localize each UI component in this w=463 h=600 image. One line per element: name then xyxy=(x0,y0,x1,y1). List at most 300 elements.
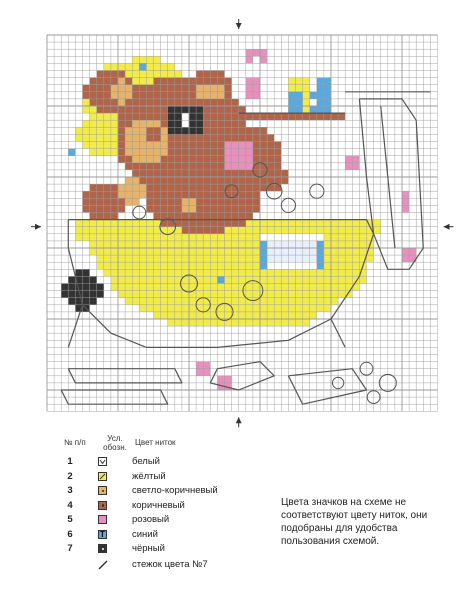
stitch xyxy=(217,71,224,78)
stitch xyxy=(225,262,232,269)
stitch xyxy=(225,255,232,262)
stitch xyxy=(303,113,310,120)
stitch xyxy=(239,106,246,113)
stitch xyxy=(146,134,153,141)
stitch xyxy=(225,198,232,205)
stitch xyxy=(239,248,246,255)
stitch xyxy=(104,120,111,127)
stitch xyxy=(146,71,153,78)
stitch xyxy=(161,191,168,198)
stitch xyxy=(161,142,168,149)
stitch xyxy=(161,71,168,78)
stitch xyxy=(196,163,203,170)
stitch xyxy=(146,248,153,255)
stitch xyxy=(104,205,111,212)
legend-label: светло-коричневый xyxy=(132,485,218,496)
stitch xyxy=(118,134,125,141)
stitch xyxy=(161,156,168,163)
stitch xyxy=(239,312,246,319)
stitch xyxy=(161,120,168,127)
stitch xyxy=(146,298,153,305)
stitch xyxy=(168,71,175,78)
stitch xyxy=(146,291,153,298)
stitch xyxy=(132,106,139,113)
stitch xyxy=(196,255,203,262)
stitch xyxy=(168,291,175,298)
stitch xyxy=(210,120,217,127)
chart-note: Цвета значков на схеме не соответствуют цвету ниток, они подобраны для удобства пользования схемой. xyxy=(281,497,428,547)
stitch xyxy=(104,71,111,78)
stitch xyxy=(225,220,232,227)
legend-label: белый xyxy=(132,456,160,467)
stitch xyxy=(217,234,224,241)
stitch xyxy=(125,134,132,141)
stitch xyxy=(175,170,182,177)
stitch xyxy=(203,312,210,319)
stitch xyxy=(331,113,338,120)
stitch xyxy=(196,71,203,78)
stitch xyxy=(253,127,260,134)
stitch xyxy=(196,113,203,120)
stitch xyxy=(246,149,253,156)
stitch xyxy=(132,269,139,276)
stitch xyxy=(90,149,97,156)
stitch xyxy=(175,241,182,248)
stitch xyxy=(90,227,97,234)
stitch xyxy=(146,262,153,269)
stitch xyxy=(267,156,274,163)
stitch xyxy=(253,319,260,326)
stitch xyxy=(125,163,132,170)
stitch xyxy=(161,248,168,255)
stitch xyxy=(111,284,118,291)
stitch xyxy=(260,255,267,262)
stitch xyxy=(281,262,288,269)
stitch xyxy=(161,149,168,156)
stitch xyxy=(317,284,324,291)
stitch xyxy=(189,149,196,156)
stitch xyxy=(352,227,359,234)
stitch xyxy=(303,319,310,326)
stitch xyxy=(274,305,281,312)
stitch xyxy=(324,99,331,106)
stitch xyxy=(154,170,161,177)
stitch xyxy=(168,127,175,134)
stitch xyxy=(161,99,168,106)
stitch xyxy=(288,298,295,305)
stitch xyxy=(253,312,260,319)
stitch xyxy=(97,127,104,134)
stitch xyxy=(83,92,90,99)
stitch xyxy=(232,99,239,106)
stitch xyxy=(359,241,366,248)
stitch xyxy=(217,184,224,191)
stitch xyxy=(161,291,168,298)
stitch xyxy=(345,163,352,170)
stitch xyxy=(239,319,246,326)
stitch xyxy=(139,99,146,106)
stitch xyxy=(303,262,310,269)
stitch xyxy=(168,241,175,248)
stitch xyxy=(232,170,239,177)
stitch xyxy=(246,78,253,85)
stitch xyxy=(246,127,253,134)
stitch xyxy=(175,234,182,241)
stitch xyxy=(168,191,175,198)
stitch xyxy=(253,106,260,113)
stitch xyxy=(139,170,146,177)
stitch xyxy=(175,134,182,141)
stitch xyxy=(288,284,295,291)
stitch xyxy=(303,298,310,305)
stitch xyxy=(267,284,274,291)
stitch xyxy=(125,255,132,262)
stitch xyxy=(146,99,153,106)
stitch xyxy=(338,276,345,283)
stitch xyxy=(182,227,189,234)
stitch xyxy=(203,156,210,163)
stitch xyxy=(317,78,324,85)
stitch xyxy=(189,227,196,234)
stitch xyxy=(97,113,104,120)
stitch xyxy=(118,248,125,255)
stitch xyxy=(246,234,253,241)
stitch xyxy=(196,149,203,156)
stitch xyxy=(296,113,303,120)
stitch xyxy=(260,312,267,319)
stitch xyxy=(281,291,288,298)
stitch xyxy=(146,241,153,248)
stitch xyxy=(104,85,111,92)
stitch xyxy=(210,248,217,255)
stitch xyxy=(182,156,189,163)
stitch xyxy=(146,127,153,134)
stitch xyxy=(111,213,118,220)
stitch xyxy=(125,142,132,149)
stitch xyxy=(281,312,288,319)
stitch xyxy=(288,78,295,85)
stitch xyxy=(97,92,104,99)
stitch xyxy=(225,127,232,134)
stitch xyxy=(267,170,274,177)
stitch xyxy=(210,291,217,298)
stitch xyxy=(253,85,260,92)
stitch xyxy=(161,276,168,283)
stitch xyxy=(161,92,168,99)
stitch xyxy=(281,255,288,262)
stitch xyxy=(196,142,203,149)
stitch xyxy=(90,291,97,298)
stitch xyxy=(288,234,295,241)
stitch xyxy=(182,134,189,141)
stitch xyxy=(232,163,239,170)
stitch xyxy=(118,284,125,291)
stitch xyxy=(90,106,97,113)
stitch xyxy=(132,71,139,78)
thread-symbol-icon xyxy=(98,472,107,481)
stitch xyxy=(253,255,260,262)
stitch xyxy=(90,213,97,220)
stitch xyxy=(175,291,182,298)
stitch xyxy=(232,284,239,291)
stitch xyxy=(182,220,189,227)
stitch xyxy=(338,220,345,227)
stitch xyxy=(402,198,409,205)
stitch xyxy=(239,220,246,227)
stitch xyxy=(125,120,132,127)
stitch xyxy=(203,113,210,120)
stitch xyxy=(90,298,97,305)
stitch xyxy=(210,71,217,78)
stitch xyxy=(232,241,239,248)
stitch xyxy=(324,262,331,269)
stitch xyxy=(139,305,146,312)
stitch xyxy=(97,99,104,106)
stitch xyxy=(83,234,90,241)
stitch xyxy=(132,92,139,99)
stitch xyxy=(90,120,97,127)
stitch xyxy=(246,177,253,184)
stitch xyxy=(168,149,175,156)
stitch xyxy=(132,56,139,63)
stitch xyxy=(90,184,97,191)
stitch xyxy=(281,113,288,120)
stitch xyxy=(274,220,281,227)
stitch xyxy=(210,170,217,177)
stitch xyxy=(104,113,111,120)
stitch xyxy=(83,99,90,106)
legend-number: 6 xyxy=(67,528,73,540)
stitch xyxy=(281,284,288,291)
stitch xyxy=(324,241,331,248)
stitch xyxy=(189,262,196,269)
stitch xyxy=(317,262,324,269)
stitch xyxy=(338,255,345,262)
stitch xyxy=(203,234,210,241)
stitch xyxy=(274,269,281,276)
stitch xyxy=(132,262,139,269)
stitch xyxy=(232,255,239,262)
stitch xyxy=(196,106,203,113)
stitch xyxy=(111,227,118,234)
stitch xyxy=(409,248,416,255)
stitch xyxy=(168,92,175,99)
stitch xyxy=(210,213,217,220)
stitch xyxy=(288,241,295,248)
stitch xyxy=(217,92,224,99)
thread-symbol-icon xyxy=(98,544,107,553)
stitch xyxy=(161,312,168,319)
stitch xyxy=(146,177,153,184)
stitch xyxy=(246,113,253,120)
stitch xyxy=(83,85,90,92)
stitch xyxy=(324,113,331,120)
stitch xyxy=(182,99,189,106)
stitch xyxy=(175,156,182,163)
stitch xyxy=(232,156,239,163)
stitch xyxy=(239,163,246,170)
stitch xyxy=(225,113,232,120)
stitch xyxy=(203,120,210,127)
stitch xyxy=(338,227,345,234)
stitch xyxy=(225,177,232,184)
stitch xyxy=(267,305,274,312)
stitch xyxy=(331,234,338,241)
stitch xyxy=(146,276,153,283)
stitch xyxy=(345,255,352,262)
stitch xyxy=(182,113,189,120)
stitch xyxy=(232,142,239,149)
stitch xyxy=(118,71,125,78)
stitch xyxy=(225,291,232,298)
stitch xyxy=(260,49,267,56)
stitch xyxy=(274,156,281,163)
stitch xyxy=(196,156,203,163)
stitch xyxy=(111,205,118,212)
stitch xyxy=(260,305,267,312)
stitch xyxy=(210,220,217,227)
stitch xyxy=(189,92,196,99)
stitch xyxy=(189,170,196,177)
stitch xyxy=(90,78,97,85)
stitch xyxy=(104,227,111,234)
stitch xyxy=(296,298,303,305)
stitch xyxy=(111,78,118,85)
stitch xyxy=(104,106,111,113)
stitch xyxy=(288,227,295,234)
stitch xyxy=(146,92,153,99)
stitch xyxy=(274,234,281,241)
stitch xyxy=(139,142,146,149)
stitch xyxy=(310,298,317,305)
stitch xyxy=(196,205,203,212)
stitch xyxy=(317,298,324,305)
stitch xyxy=(281,220,288,227)
stitch xyxy=(203,291,210,298)
stitch xyxy=(217,99,224,106)
stitch xyxy=(239,198,246,205)
stitch xyxy=(196,227,203,234)
stitch xyxy=(196,312,203,319)
stitch xyxy=(189,156,196,163)
stitch xyxy=(104,191,111,198)
stitch xyxy=(161,184,168,191)
stitch xyxy=(203,220,210,227)
stitch xyxy=(111,134,118,141)
stitch xyxy=(146,205,153,212)
stitch xyxy=(232,205,239,212)
stitch xyxy=(217,177,224,184)
stitch xyxy=(168,298,175,305)
stitch xyxy=(203,276,210,283)
thread-symbol-icon xyxy=(98,515,107,524)
stitch xyxy=(189,319,196,326)
stitch xyxy=(104,127,111,134)
stitch xyxy=(338,234,345,241)
stitch xyxy=(246,191,253,198)
stitch xyxy=(239,255,246,262)
stitch xyxy=(203,78,210,85)
stitch xyxy=(139,106,146,113)
stitch xyxy=(274,298,281,305)
stitch xyxy=(154,134,161,141)
stitch xyxy=(210,262,217,269)
stitch xyxy=(182,120,189,127)
stitch xyxy=(139,291,146,298)
stitch xyxy=(225,205,232,212)
stitch xyxy=(146,234,153,241)
stitch xyxy=(139,248,146,255)
stitch xyxy=(90,276,97,283)
stitch xyxy=(175,255,182,262)
stitch xyxy=(296,291,303,298)
stitch xyxy=(83,269,90,276)
stitch xyxy=(189,305,196,312)
stitch xyxy=(196,220,203,227)
stitch xyxy=(288,113,295,120)
stitch xyxy=(125,156,132,163)
stitch xyxy=(203,170,210,177)
stitch xyxy=(104,213,111,220)
stitch xyxy=(253,234,260,241)
stitch xyxy=(125,127,132,134)
stitch xyxy=(246,92,253,99)
stitch xyxy=(118,205,125,212)
stitch xyxy=(111,149,118,156)
stitch xyxy=(260,71,267,78)
stitch xyxy=(111,276,118,283)
stitch xyxy=(90,127,97,134)
stitch xyxy=(118,234,125,241)
stitch xyxy=(239,142,246,149)
stitch xyxy=(146,156,153,163)
stitch xyxy=(168,120,175,127)
stitch xyxy=(83,298,90,305)
stitch xyxy=(267,142,274,149)
stitch xyxy=(97,227,104,234)
stitch xyxy=(274,248,281,255)
stitch xyxy=(225,234,232,241)
stitch xyxy=(246,305,253,312)
stitch xyxy=(253,241,260,248)
stitch xyxy=(310,113,317,120)
stitch xyxy=(161,134,168,141)
stitch xyxy=(132,241,139,248)
stitch xyxy=(274,227,281,234)
stitch xyxy=(139,184,146,191)
stitch xyxy=(324,106,331,113)
legend-number: 7 xyxy=(67,543,73,554)
stitch xyxy=(146,227,153,234)
stitch xyxy=(118,106,125,113)
stitch xyxy=(239,234,246,241)
legend-header-thread-color: Цвет ниток xyxy=(135,438,176,447)
stitch xyxy=(324,269,331,276)
stitch xyxy=(175,142,182,149)
stitch xyxy=(352,156,359,163)
stitch xyxy=(359,234,366,241)
stitch xyxy=(267,220,274,227)
stitch xyxy=(168,255,175,262)
stitch xyxy=(139,156,146,163)
stitch xyxy=(310,241,317,248)
stitch xyxy=(324,227,331,234)
stitch xyxy=(303,234,310,241)
stitch xyxy=(232,220,239,227)
stitch xyxy=(246,184,253,191)
stitch xyxy=(168,248,175,255)
stitch xyxy=(352,234,359,241)
